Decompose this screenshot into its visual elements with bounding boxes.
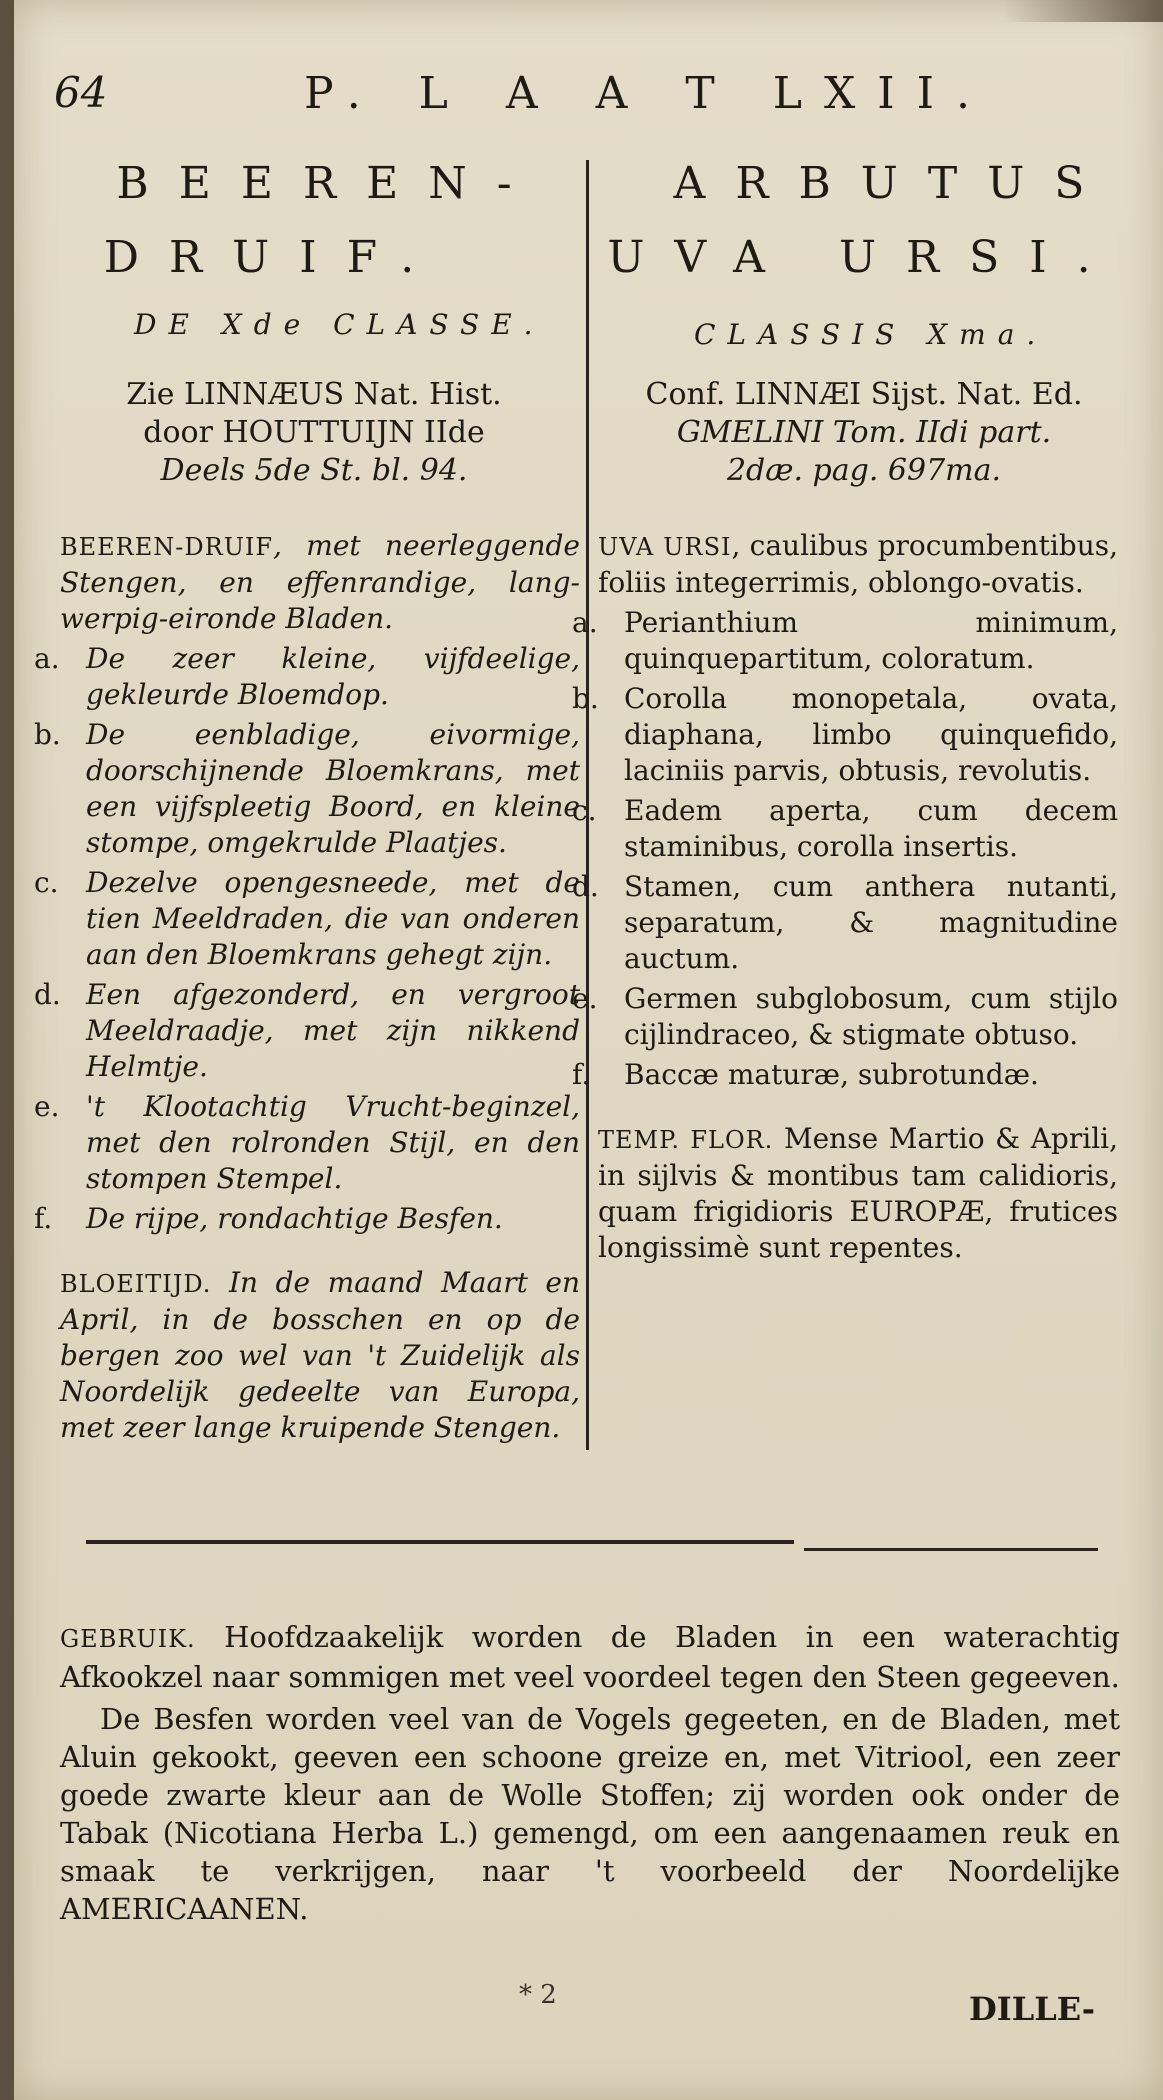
dutch-ref-line1: Zie LINNÆUS Nat. Hist. [126,377,502,412]
horizontal-rule-right [804,1548,1098,1551]
dutch-intro-head: BEEREN-DRUIF [60,533,274,561]
page-corner-shadow [1003,0,1163,22]
latin-item-label: a. [572,606,598,639]
dutch-bloeitijd [60,1265,580,1446]
plate-title: P. L A A T LXII. [304,68,993,119]
latin-item-text: Germen subglobosum, cum stijlo cijlindraceo, & stigmate obtuso. [624,982,1118,1051]
latin-intro [598,528,1118,601]
latin-description [572,528,1119,1270]
dutch-ref-line3: Deels 5de St. bl. 94. [160,453,468,488]
dutch-item-text: Dezelve opengesneede, met de tien Meeldraden, die van onderen aan den Bloemkrans gehegt zijn. [86,866,580,971]
latin-intro-text: , caulibus procumbentibus, foliis integerrimis, oblongo-ovatis. [598,529,1118,599]
latin-intro-head: UVA URSI [598,533,732,561]
horizontal-rule-left [86,1540,794,1544]
dutch-item-label: a. [34,642,60,675]
dutch-item-text: De rijpe, rondachtige Besfen. [86,1202,503,1235]
catchword: DILLE- [969,1990,1095,2028]
dutch-item [34,1201,580,1237]
latin-reference [604,376,1124,490]
latin-classis: CLASSIS Xma. [694,318,1048,351]
page-number: 64 [54,68,108,117]
latin-item-label: c. [572,794,597,827]
latin-item [572,605,1118,677]
dutch-bloeitijd-text: In de maand Maart en April, in de bosschen en op de bergen zoo wel van 't Zuidelijk als Noordelijk gedeelte van Europa, met zeer lange kruipende Stengen. [60,1266,580,1444]
latin-item-text: Eadem aperta, cum decem staminibus, corolla insertis. [624,794,1118,863]
book-page [14,0,1163,2100]
berries-paragraph: De Besfen worden veel van de Vogels gegeeten, en de Bladen, met Aluin gekookt, geeven een schoone greize en, met Vitriool, een zeer goede zwarte kleur aan de Wolle Stoffen; zij worden ook onder de Tabak (Nicotiana Herba L.) gemengd, om een aangenaamen reuk en smaak te verkrijgen, naar 't voorbeeld der Noordelijke AMERICAANEN. [60,1702,1120,1926]
latin-item [572,1057,1118,1093]
dutch-item-list [34,641,580,1237]
dutch-item [34,977,580,1085]
dutch-item-text: 't Klootachtig Vrucht-beginzel, met den rolronden Stijl, en den stompen Stempel. [86,1090,580,1195]
usage-head: GEBRUIK. [60,1625,196,1653]
dutch-item-text: Een afgezonderd, en vergroot Meeldraadje, met zijn nikkend Helmtje. [86,978,580,1083]
dutch-intro [60,528,580,637]
dutch-item [34,717,580,861]
latin-ref-line1: Conf. LINNÆI Sijst. Nat. Ed. [645,377,1083,412]
dutch-intro-text: , met neerleggende Stengen, en effenrandige, lang-werpig-eironde Bladen. [60,529,580,635]
latin-flor-head: TEMP. FLOR. [598,1126,774,1154]
latin-item-label: e. [572,982,598,1015]
dutch-item [34,641,580,713]
dutch-reference [54,376,574,490]
latin-item-text: Corolla monopetala, ovata, diaphana, limbo quinquefido, laciniis parvis, obtusis, revolutis. [624,682,1118,787]
latin-ref-line3: 2dæ. pag. 697ma. [726,453,1002,488]
dutch-item-label: d. [34,978,61,1011]
latin-item-text: Stamen, cum anthera nutanti, separatum, & magnitudine auctum. [624,870,1118,975]
dutch-item-text: De zeer kleine, vijfdeelige, gekleurde Bloemdop. [86,642,580,711]
dutch-title-line2: DRUIF. [103,232,445,283]
dutch-item-label: c. [34,866,59,899]
dutch-description [34,528,580,1450]
usage-paragraph [60,1618,1120,1696]
latin-title-line1: ARBUTUS [673,158,1115,209]
dutch-classe: DE Xde CLASSE. [134,308,545,341]
dutch-item-text: De eenbladige, eivormige, doorschijnende Bloemkrans, met een vijfspleetig Boord, en kleine stompe, omgekrulde Plaatjes. [86,718,580,859]
latin-item-list [572,605,1118,1093]
latin-item-text: Perianthium minimum, quinquepartitum, coloratum. [624,606,1118,675]
dutch-item [34,1089,580,1197]
latin-flor [598,1121,1118,1266]
usage-section [60,1618,1120,1932]
latin-item [572,869,1118,977]
latin-item-text: Baccæ maturæ, subrotundæ. [624,1058,1039,1091]
latin-item-label: d. [572,870,599,903]
latin-item-label: b. [572,682,599,715]
usage-text: Hoofdzaakelijk worden de Bladen in een waterachtig Afkookzel naar sommigen met veel voordeel tegen den Steen gegeeven. [60,1620,1120,1694]
latin-item-label: f. [572,1058,591,1091]
latin-item [572,981,1118,1053]
dutch-item-label: e. [34,1090,60,1123]
dutch-title-line1: BEEREN- [116,158,542,209]
dutch-ref-line2: door HOUTTUIJN IIde [143,415,485,450]
signature-mark: * 2 [519,1980,557,2010]
latin-flor-text: Mense Martio & Aprili, in sijlvis & montibus tam calidioris, quam frigidioris EUROPÆ, frutices longissimè sunt repentes. [598,1122,1119,1264]
dutch-item [34,865,580,973]
dutch-bloeitijd-head: BLOEITIJD. [60,1270,212,1298]
latin-ref-line2: GMELINI Tom. IIdi part. [676,415,1052,450]
dutch-item-label: f. [34,1202,53,1235]
latin-item [572,681,1118,789]
latin-item [572,793,1118,865]
latin-title-line2: UVA URSI. [607,232,1121,283]
dutch-item-label: b. [34,718,61,751]
